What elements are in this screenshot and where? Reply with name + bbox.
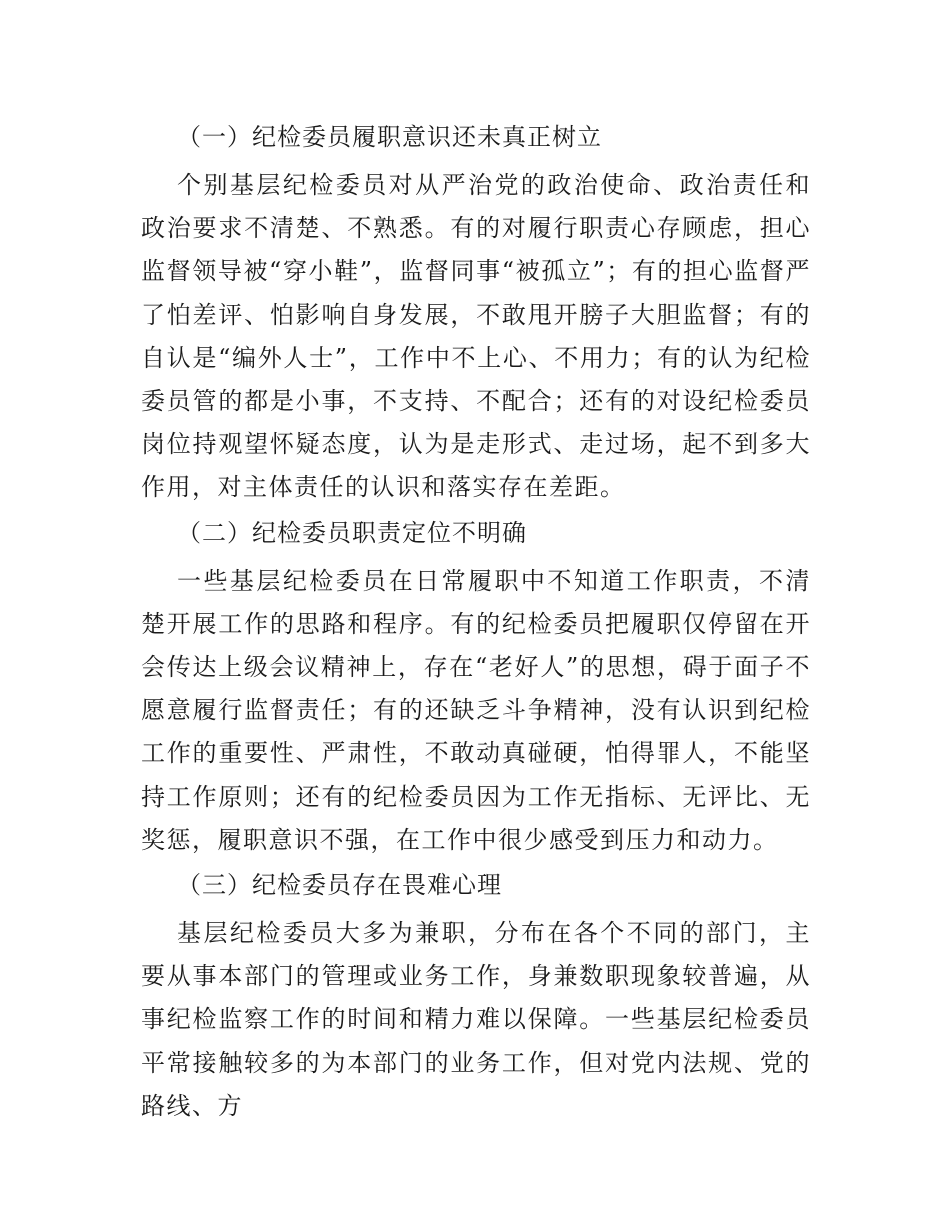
section-paragraph-2: 一些基层纪检委员在日常履职中不知道工作职责，不清楚开展工作的思路和程序。有的纪检委员把履职仅停留在开会传达上级会议精神上，存在“老好人”的思想，碍于面子不愿意履行监督责任；有的还缺乏斗争精神，没有认识到纪检工作的重要性、严肃性，不敢动真碰硬，怕得罪人，不能坚持工作原则；还有的纪检委员因为工作无指标、无评比、无奖惩，履职意识不强，在工作中很少感受到压力和动力。 (141, 566, 811, 854)
section-heading-1: （一）纪检委员履职意识还未真正树立 (177, 123, 602, 151)
document-body (141, 116, 811, 1128)
section-paragraph-3: 基层纪检委员大多为兼职，分布在各个不同的部门，主要从事本部门的管理或业务工作，身兼数职现象较普遍，从事纪检监察工作的时间和精力难以保障。一些基层纪检委员平常接触较多的为本部门的业务工作，但对党内法规、党的路线、方 (141, 919, 811, 1120)
section-heading-2: （二）纪检委员职责定位不明确 (177, 518, 527, 547)
section-paragraph-1: 个别基层纪检委员对从严治党的政治使命、政治责任和政治要求不清楚、不熟悉。有的对履行职责心存顾虑，担心监督领导被“穿小鞋”，监督同事“被孤立”；有的担心监督严了怕差评、怕影响自身发展，不敢甩开膀子大胆监督；有的自认是“编外人士”，工作中不上心、不用力；有的认为纪检委员管的都是小事，不支持、不配合；还有的对设纪检委员岗位持观望怀疑态度，认为是走形式、走过场，起不到多大作用，对主体责任的认识和落实存在差距。 (141, 171, 811, 502)
section-heading-3: （三）纪检委员存在畏难心理 (177, 871, 502, 900)
